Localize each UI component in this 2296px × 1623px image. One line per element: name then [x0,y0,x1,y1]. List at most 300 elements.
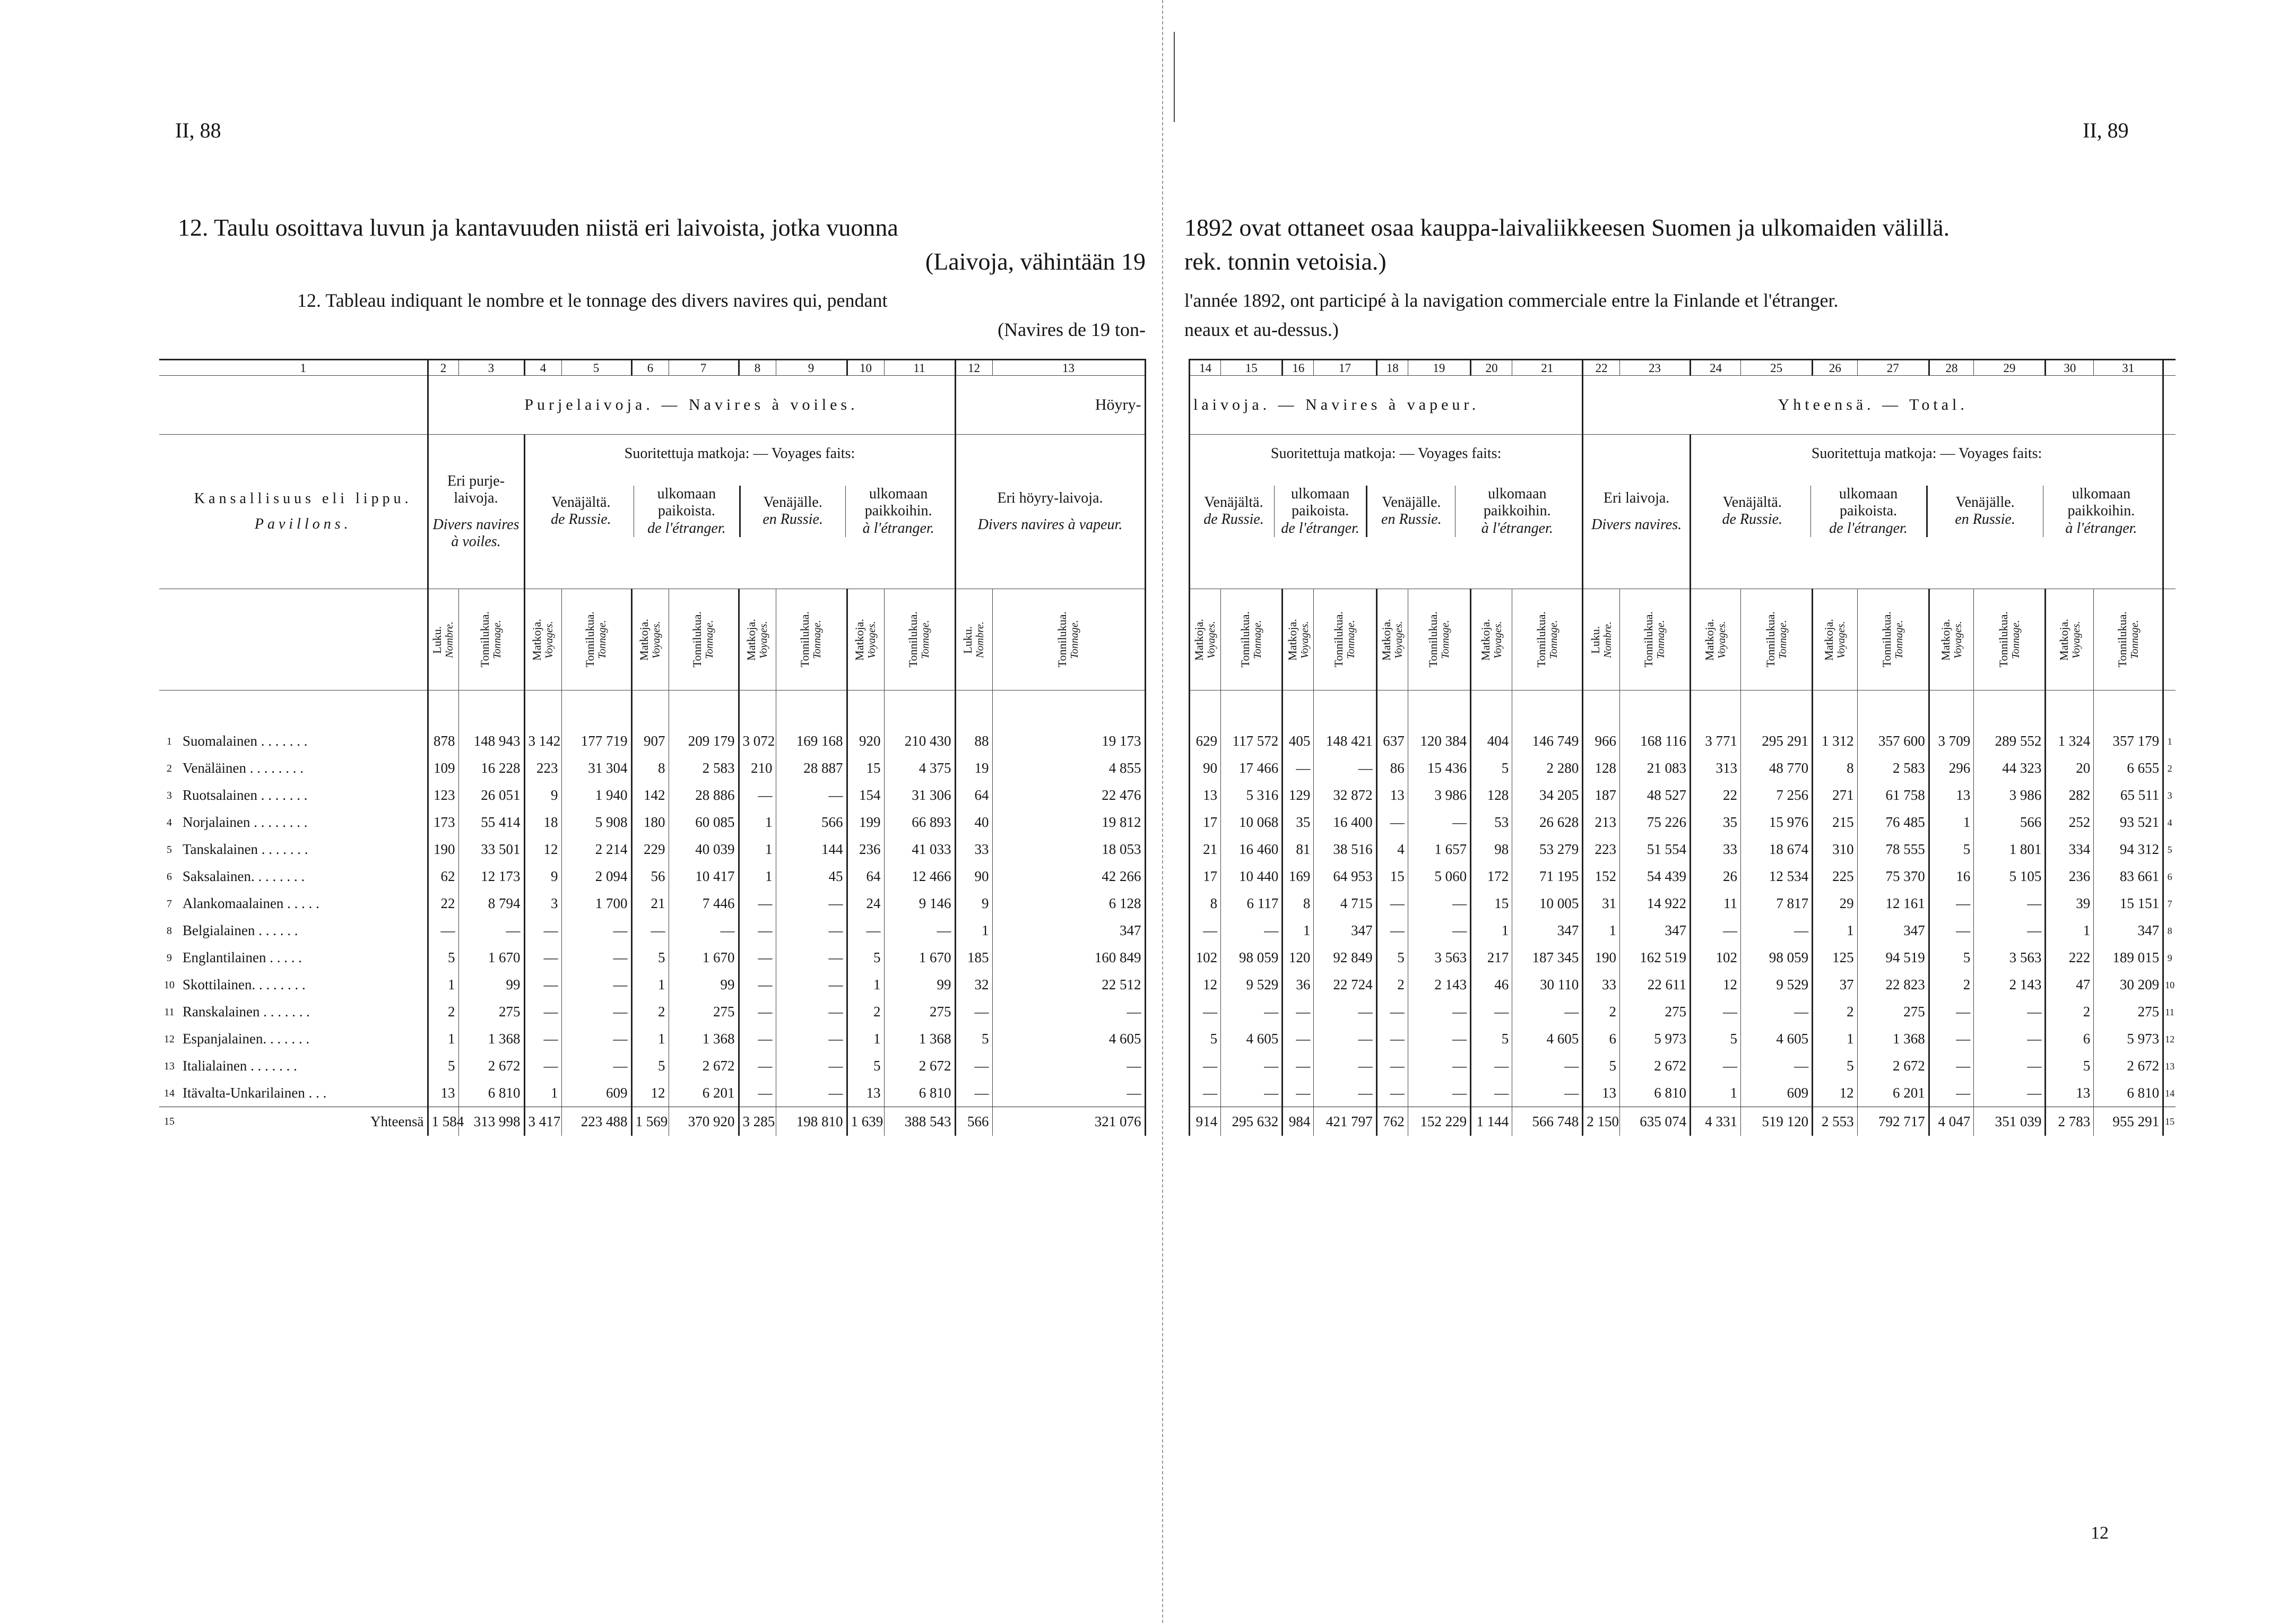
tonnage-cell: 31 306 [884,782,955,809]
count-cell: 3 142 [524,728,561,755]
table-row [1190,1052,2176,1080]
tonnage-cell: 2 672 [884,1052,955,1080]
from-abroad-header: ulkomaan paikoista. [657,486,716,520]
nationality-header-fr: Pavillons. [254,516,352,532]
count-cell: 22 [428,890,458,917]
tonnage-cell: 18 053 [992,836,1145,863]
tonnage-cell: 55 414 [458,809,524,836]
tonnage-cell: 64 953 [1314,863,1376,890]
tonnage-cell: 54 439 [1619,863,1690,890]
from-russia-header-fr: de Russie. [551,511,611,528]
row-number: 15 [159,1107,179,1136]
tonnage-cell: 1 940 [561,782,631,809]
count-cell: 13 [2046,1080,2094,1107]
row-number: 10 [164,979,175,991]
count-cell: 12 [524,836,561,863]
tonnage-cell: 76 485 [1857,809,1929,836]
tonnage-cell: 66 893 [884,809,955,836]
count-cell: 4 [1376,836,1408,863]
count-cell: — [1376,1052,1408,1080]
tonnage-cell: 1 670 [458,944,524,971]
count-cell: — [739,917,776,944]
colnum-22: 22 [1583,360,1620,376]
count-cell: 5 [1929,836,1973,863]
count-cell: 878 [428,728,458,755]
count-cell: 90 [955,863,992,890]
tonnage-cell: 347 [1512,917,1583,944]
right-page-number: II, 89 [2083,118,2129,142]
count-cell: — [955,998,992,1025]
tonnage-cell: 22 823 [1857,971,1929,998]
count-cell: — [1376,998,1408,1025]
tonnage-cell: 99 [669,971,739,998]
row-number: 7 [167,897,172,910]
count-cell: 629 [1190,728,1221,755]
tonnage-cell: 53 279 [1512,836,1583,863]
row-number: 4 [2167,817,2172,828]
voyages-label: Matkoja. Voyages. [744,618,770,661]
table-row [1190,944,2176,971]
tonnage-cell: 33 501 [458,836,524,863]
count-cell: 13 [1190,782,1221,809]
tonnage-cell: 94 519 [1857,944,1929,971]
tonnage-cell: 4 605 [992,1025,1145,1052]
table-row [159,863,1145,890]
count-cell: 313 [1690,755,1740,782]
count-cell: — [955,1052,992,1080]
count-cell: 5 [428,1052,458,1080]
row-number: 9 [2167,952,2172,963]
count-cell: 920 [847,728,884,755]
right-table [1189,359,2176,1136]
nationality-name: Ranskalainen . . . . . . . [183,1004,310,1020]
from-abroad-header: ulkomaan paikoista. [1839,486,1898,520]
colnum-7: 7 [669,360,739,376]
tonnage-cell: 75 370 [1857,863,1929,890]
table-row [159,998,1145,1025]
count-cell: 1 [739,863,776,890]
voyages-label: Matkoja. Voyages. [1822,618,1848,661]
count-cell: 9 [524,782,561,809]
count-cell: 185 [955,944,992,971]
voyages-label: Matkoja. Voyages. [637,618,663,661]
tonnage-cell: 83 661 [2094,863,2163,890]
table-row [159,917,1145,944]
tonnage-cell: — [1974,998,2046,1025]
colnum-12: 12 [955,360,992,376]
tonnage-cell: 7 446 [669,890,739,917]
tonnage-cell: 168 116 [1619,728,1690,755]
count-cell: 4 047 [1929,1107,1973,1136]
colnum-28: 28 [1929,360,1973,376]
tonnage-cell: — [992,998,1145,1025]
tonnage-cell: 10 417 [669,863,739,890]
table-row [1190,863,2176,890]
count-cell: 5 [631,1052,669,1080]
tonnage-cell: 295 632 [1221,1107,1283,1136]
tonnage-cell: — [776,998,847,1025]
tonnage-cell: 9 529 [1221,971,1283,998]
tonnage-cell: 388 543 [884,1107,955,1136]
count-cell: — [1929,1052,1973,1080]
count-cell: 90 [1190,755,1221,782]
tonnage-cell: 295 291 [1741,728,1813,755]
count-cell: 310 [1813,836,1857,863]
colnum-13: 13 [992,360,1145,376]
count-cell: — [1283,755,1314,782]
count-cell: — [524,944,561,971]
count-cell: 3 [524,890,561,917]
tonnage-cell: 12 161 [1857,890,1929,917]
luku-label: Luku. Nombre. [1589,621,1614,658]
nationality-name: Suomalainen . . . . . . . [183,733,308,749]
voyages-label: Matkoja. Voyages. [1192,618,1218,661]
count-cell: — [1929,1025,1973,1052]
row-number: 1 [167,735,172,747]
count-cell: 1 584 [428,1107,458,1136]
count-cell: 15 [1376,863,1408,890]
eri-header: Eri laivoja. [1603,489,1670,506]
count-cell: — [847,917,884,944]
count-cell: — [1283,1080,1314,1107]
count-cell: 252 [2046,809,2094,836]
row-number: 5 [2167,844,2172,855]
count-cell: — [1376,1080,1408,1107]
count-cell: 1 312 [1813,728,1857,755]
tonnage-cell: 78 555 [1857,836,1929,863]
count-cell: 236 [2046,863,2094,890]
count-cell: 222 [2046,944,2094,971]
count-cell: — [428,917,458,944]
tonnage-cell: 792 717 [1857,1107,1929,1136]
tonnage-cell: 4 605 [1741,1025,1813,1052]
count-cell: 966 [1583,728,1620,755]
tonnage-cell: 40 039 [669,836,739,863]
count-cell: — [1283,998,1314,1025]
footer-page-number: 12 [2091,1523,2109,1543]
tonnage-cell: 1 700 [561,890,631,917]
tonnage-cell: 177 719 [561,728,631,755]
count-cell: 125 [1813,944,1857,971]
tonnage-cell: 1 368 [884,1025,955,1052]
count-cell: — [1471,1052,1512,1080]
count-cell: 47 [2046,971,2094,998]
count-cell: 21 [631,890,669,917]
tonnage-cell: 5 316 [1221,782,1283,809]
tonnage-cell: 92 849 [1314,944,1376,971]
row-number: 3 [167,789,172,801]
tonnage-cell: 4 855 [992,755,1145,782]
count-cell: 31 [1583,890,1620,917]
count-cell: 190 [428,836,458,863]
voyages-label: Matkoja. Voyages. [1479,618,1504,661]
count-cell: 215 [1813,809,1857,836]
tonnage-cell: 289 552 [1974,728,2046,755]
count-cell: 154 [847,782,884,809]
tonnage-label: Tonnilukua. Tonnage. [1055,611,1081,668]
tonnage-cell: 566 748 [1512,1107,1583,1136]
count-cell: — [1283,1025,1314,1052]
count-cell: 190 [1583,944,1620,971]
count-cell: — [1190,998,1221,1025]
tonnage-cell: 12 466 [884,863,955,890]
count-cell: 3 709 [1929,728,1973,755]
tonnage-cell: 609 [561,1080,631,1107]
tonnage-cell: — [669,917,739,944]
colnum-3: 3 [458,360,524,376]
tonnage-cell: — [992,1080,1145,1107]
count-cell: — [739,1025,776,1052]
tonnage-cell: 6 128 [992,890,1145,917]
count-cell: 2 553 [1813,1107,1857,1136]
row-number: 10 [2165,979,2175,990]
tonnage-cell: 275 [1857,998,1929,1025]
colnum-17: 17 [1314,360,1376,376]
tonnage-cell: — [1512,1080,1583,1107]
count-cell: 33 [1583,971,1620,998]
tonnage-cell: 5 908 [561,809,631,836]
count-cell: 17 [1190,809,1221,836]
tonnage-cell: 45 [776,863,847,890]
tonnage-cell: 1 670 [884,944,955,971]
table-row [1190,1080,2176,1107]
count-cell: 2 [1929,971,1973,998]
tonnage-cell: 15 151 [2094,890,2163,917]
eri-purje-header-fr: Divers navires à voiles. [432,516,519,550]
tonnage-cell: 321 076 [992,1107,1145,1136]
tonnage-cell: 2 214 [561,836,631,863]
tonnage-cell: 9 529 [1741,971,1813,998]
tonnage-cell: 30 110 [1512,971,1583,998]
tonnage-cell: 6 810 [884,1080,955,1107]
tonnage-cell: 148 421 [1314,728,1376,755]
to-abroad-header: ulkomaan paikkoihin. [1483,486,1551,520]
count-cell: — [739,1052,776,1080]
tonnage-cell: 26 051 [458,782,524,809]
row-number: 4 [167,816,172,828]
colnum-30: 30 [2046,360,2094,376]
count-cell: — [955,1080,992,1107]
count-cell: 1 [1690,1080,1740,1107]
tonnage-cell: 275 [884,998,955,1025]
count-cell: — [631,917,669,944]
tonnage-cell: — [1221,917,1283,944]
tonnage-cell: 609 [1741,1080,1813,1107]
eri-hoyry-header-fr: Divers navires à vapeur. [977,516,1123,533]
tonnage-cell: 48 770 [1741,755,1813,782]
nationality-name: Yhteensä [179,1107,428,1136]
count-cell: — [1929,890,1973,917]
tonnage-cell: 12 173 [458,863,524,890]
tonnage-cell: 117 572 [1221,728,1283,755]
count-cell: 213 [1583,809,1620,836]
tonnage-label: Tonnilukua. Tonnage. [478,611,504,668]
count-cell: 2 [428,998,458,1025]
from-russia-header: Venäjältä. [1722,494,1782,511]
count-cell: 5 [1583,1052,1620,1080]
count-cell: 62 [428,863,458,890]
count-cell: 1 [631,971,669,998]
count-cell: 88 [955,728,992,755]
tonnage-cell: 635 074 [1619,1107,1690,1136]
tonnage-cell: 347 [1857,917,1929,944]
count-cell: 404 [1471,728,1512,755]
count-cell: — [739,998,776,1025]
tonnage-cell: 2 143 [1974,971,2046,998]
tonnage-cell: 17 466 [1221,755,1283,782]
tonnage-cell: 144 [776,836,847,863]
row-number: 14 [2165,1087,2175,1099]
count-cell: 907 [631,728,669,755]
table-row [159,1080,1145,1107]
count-cell: 64 [955,782,992,809]
tonnage-cell: 3 563 [1974,944,2046,971]
tonnage-cell: 162 519 [1619,944,1690,971]
tonnage-cell: 152 229 [1408,1107,1470,1136]
count-cell: 8 [631,755,669,782]
tonnage-cell: 519 120 [1741,1107,1813,1136]
count-cell: 33 [1690,836,1740,863]
count-cell: 1 639 [847,1107,884,1136]
count-cell: — [1690,917,1740,944]
count-cell: 1 [1283,917,1314,944]
count-cell: 35 [1690,809,1740,836]
count-cell: 2 [631,998,669,1025]
count-cell: 102 [1190,944,1221,971]
tonnage-cell: — [1221,998,1283,1025]
tonnage-cell: 32 872 [1314,782,1376,809]
total-banner: Yhteensä. — Total. [1583,376,2163,435]
count-cell: 1 [428,1025,458,1052]
tonnage-cell: 4 715 [1314,890,1376,917]
table-row [1190,728,2176,755]
tonnage-cell: — [992,1052,1145,1080]
tonnage-cell: 61 758 [1857,782,1929,809]
tonnage-cell: — [1974,917,2046,944]
count-cell: — [1929,998,1973,1025]
tonnage-cell: 51 554 [1619,836,1690,863]
count-cell: — [1190,1052,1221,1080]
to-abroad-header-fr: à l'étranger. [2065,520,2137,537]
count-cell: 9 [524,863,561,890]
row-number: 11 [2165,1006,2174,1017]
nationality-name: Alankomaalainen . . . . . [183,895,319,911]
count-cell: 5 [1376,944,1408,971]
colnum-9: 9 [776,360,847,376]
table-row [159,836,1145,863]
count-cell: 1 [739,836,776,863]
count-cell: 15 [1471,890,1512,917]
voyages-header-right: Suoritettuja matkoja: — Voyages faits: [1270,445,1502,462]
colnum-26: 26 [1813,360,1857,376]
count-cell: 17 [1190,863,1221,890]
tonnage-label: Tonnilukua. Tonnage. [798,611,824,668]
count-cell: — [1929,1080,1973,1107]
count-cell: 5 [1471,1025,1512,1052]
tonnage-cell: 99 [884,971,955,998]
count-cell: 37 [1813,971,1857,998]
count-cell: 15 [847,755,884,782]
title-french-right-line2: neaux et au-dessus.) [1184,319,1339,340]
tonnage-cell: — [1221,1080,1283,1107]
count-cell: 64 [847,863,884,890]
tonnage-cell: 28 887 [776,755,847,782]
count-cell: 271 [1813,782,1857,809]
tonnage-cell: — [1408,1080,1470,1107]
count-cell: 13 [847,1080,884,1107]
tonnage-label: Tonnilukua. Tonnage. [1534,611,1559,668]
count-cell: 223 [524,755,561,782]
colnum-31: 31 [2094,360,2163,376]
count-cell: 5 [428,944,458,971]
count-cell: — [524,971,561,998]
title-finnish-right-line2: rek. tonnin vetoisia.) [1184,248,1387,275]
count-cell: 187 [1583,782,1620,809]
count-cell: — [1190,1080,1221,1107]
count-cell: 405 [1283,728,1314,755]
count-cell: 1 [631,1025,669,1052]
tonnage-cell: 30 209 [2094,971,2163,998]
tonnage-label: Tonnilukua. Tonnage. [1880,611,1905,668]
count-cell: 18 [524,809,561,836]
colnum-29: 29 [1974,360,2046,376]
colnum-16: 16 [1283,360,1314,376]
count-cell: 98 [1471,836,1512,863]
count-cell: 173 [428,809,458,836]
count-cell: — [739,782,776,809]
count-cell: 13 [1583,1080,1620,1107]
tonnage-cell: 98 059 [1741,944,1813,971]
tonnage-cell: 2 094 [561,863,631,890]
colnum-10: 10 [847,360,884,376]
count-cell: 1 [955,917,992,944]
tonnage-label: Tonnilukua. Tonnage. [1996,611,2022,668]
tonnage-cell: — [1314,1025,1376,1052]
from-abroad-header-fr: de l'étranger. [647,520,726,537]
row-number: 7 [2167,898,2172,909]
colnum-5: 5 [561,360,631,376]
voyages-label: Matkoja. Voyages. [1285,618,1311,661]
count-cell: 1 [739,809,776,836]
tonnage-cell: — [1974,1052,2046,1080]
count-cell: 5 [955,1025,992,1052]
to-abroad-header-fr: à l'étranger. [862,520,934,537]
count-cell: 12 [1690,971,1740,998]
tonnage-cell: 75 226 [1619,809,1690,836]
tonnage-label: Tonnilukua. Tonnage. [1238,611,1264,668]
table-row [1190,890,2176,917]
tonnage-cell: 99 [458,971,524,998]
eri-header-fr: Divers navires. [1591,516,1682,533]
table-row [1190,998,2176,1025]
tonnage-cell: 2 672 [669,1052,739,1080]
count-cell: 19 [955,755,992,782]
tonnage-cell: 71 195 [1512,863,1583,890]
count-cell: 53 [1471,809,1512,836]
tonnage-cell: — [1408,1052,1470,1080]
count-cell: 120 [1283,944,1314,971]
tonnage-cell: — [1974,1080,2046,1107]
tonnage-cell: 16 228 [458,755,524,782]
row-number: 2 [167,762,172,774]
tonnage-cell: — [1408,998,1470,1025]
nationality-name: Ruotsalainen . . . . . . . [183,787,308,803]
count-cell: — [524,998,561,1025]
tonnage-cell: 21 083 [1619,755,1690,782]
count-cell: 296 [1929,755,1973,782]
from-russia-header-fr: de Russie. [1203,511,1264,528]
count-cell: 1 569 [631,1107,669,1136]
